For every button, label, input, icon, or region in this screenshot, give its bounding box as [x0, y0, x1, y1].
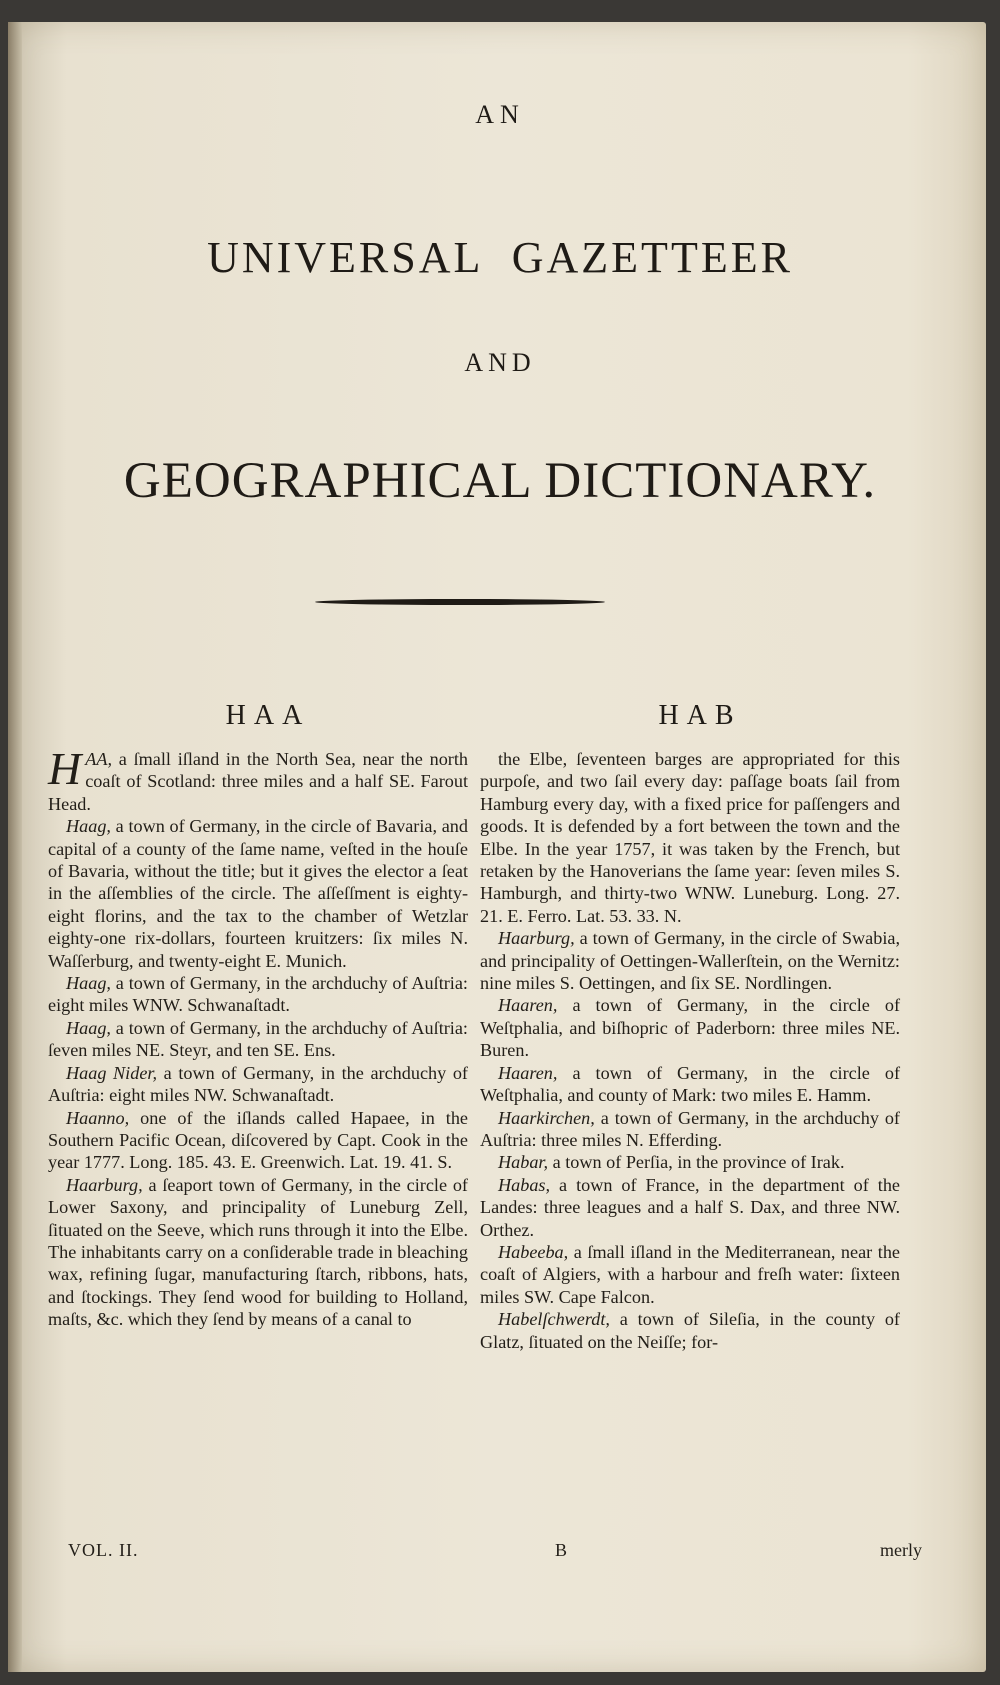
entry-term: Haanno, [66, 1107, 130, 1128]
ornamental-rule [315, 599, 605, 605]
entry-term: Habas, [498, 1174, 551, 1195]
title-and: AND [464, 348, 536, 377]
entry-text: a town of Germany, in the circle of Weſtphalia, and biſhopric of Paderborn: three miles NE. Buren. [480, 995, 900, 1061]
entry-paragraph [48, 1174, 468, 1331]
entry-text: a ſmall iſland in the Mediterranean, near the coaſt of Algiers, with a harbour and freſh water: ſixteen miles SW. Cape Falcon. [480, 1241, 900, 1307]
entry-text: a town of Germany, in the circle of Swabia, and principality of Oettingen-Wallerſtein, on the Wernitz: nine miles S. Oettingen, and ſix SE. Nordlingen. [480, 928, 900, 994]
entry-term: Haaren, [498, 995, 558, 1016]
entry-text: a town of Germany, in the circle of Weſtphalia, and county of Mark: two miles E. Hamm. [480, 1062, 900, 1106]
entry-text: a town of Germany, in the archduchy of Auſtria: three miles N. Efferding. [480, 1107, 900, 1150]
entry-text: the Elbe, ſeventeen barges are appropriated for this purpoſe, and two ſail every day: paſſage boats ſail from Hamburg every day, with a fixed price for paſſengers and goods. It is defended by a fort between the town and the Elbe. In the year 1757, it was taken by the French, but retaken by the Hanoverians the ſame year: ſeven miles S. Hamburgh, and thirty-two WNW. Luneburg. Long. 27. 21. E. Ferro. Lat. 53. 33. N. [480, 749, 900, 926]
entry-term: Haarburg, [66, 1174, 143, 1195]
entry-paragraph [480, 1062, 900, 1107]
entry-text: a town of Germany, in the archduchy of Auſtria: eight miles WNW. Schwanaſtadt. [48, 973, 468, 1016]
drop-cap: H [48, 743, 82, 794]
entry-paragraph [480, 1174, 900, 1241]
entry-text: a town of France, in the department of the Landes: three leagues and a half S. Dax, and three NW. Orthez. [480, 1174, 900, 1240]
entry-term: Haaren, [498, 1062, 558, 1083]
title-universal-gazetteer: UNIVERSAL GAZETTEER [207, 233, 793, 282]
entry-term: Haarburg, [498, 928, 575, 949]
entry-paragraph [480, 1308, 900, 1353]
entry-text: a ſmall iſland in the North Sea, near the north coaſt of Scotland: three miles and a half SE. Farout Head. [48, 749, 468, 814]
entry-term: AA, [85, 749, 113, 769]
entry-paragraph [48, 1062, 468, 1107]
left-column [48, 743, 468, 1331]
entry-term: Haag, [66, 973, 111, 994]
entry-paragraph [480, 927, 900, 994]
entry-text: a town of Germany, in the archduchy of Auſtria: ſeven miles NE. Steyr, and ten SE. Ens. [48, 1017, 468, 1061]
entry-term: Haarkirchen, [498, 1107, 595, 1128]
entry-paragraph [48, 815, 468, 972]
entry-term: Habelſchwerdt, [498, 1309, 610, 1330]
entry-paragraph [480, 748, 900, 927]
signature-mark: B [555, 1540, 568, 1560]
volume-marker: VOL. II. [68, 1540, 139, 1560]
entry-paragraph [480, 1151, 900, 1173]
entry-paragraph [48, 1107, 468, 1174]
entry-term: Haag Nider, [66, 1062, 158, 1083]
entry-text: a town of Sileſia, in the county of Glatz, ſituated on the Neiſſe; for- [480, 1309, 900, 1352]
entry-term: Haag, [66, 816, 111, 837]
entry-text: a town of Perſia, in the province of Irak. [548, 1152, 845, 1173]
title-an: AN [475, 100, 525, 129]
entry-paragraph [48, 743, 468, 815]
entry-paragraph [480, 1241, 900, 1308]
entry-term: Habeeba, [498, 1241, 569, 1262]
title-geographical-dictionary: GEOGRAPHICAL DICTIONARY. [123, 453, 877, 509]
running-head-right: HAB [658, 700, 742, 731]
entry-paragraph [480, 994, 900, 1061]
catchword: merly [880, 1540, 922, 1560]
entry-term: Haag, [66, 1017, 111, 1038]
right-column [480, 748, 900, 1353]
entry-text: one of the iſlands called Hapaee, in the Southern Pacific Ocean, diſcovered by Capt. Cook in the year 1777. Long. 185. 43. E. Greenwich. Lat. 19. 41. S. [48, 1107, 468, 1173]
running-head-left: HAA [225, 700, 311, 731]
entry-paragraph [48, 972, 468, 1017]
entry-paragraph [480, 1107, 900, 1152]
entry-text: a town of Germany, in the archduchy of Auſtria: eight miles NW. Schwanaſtadt. [48, 1062, 468, 1106]
entry-text: a town of Germany, in the circle of Bavaria, and capital of a county of the ſame name, veſted in the houſe of Bavaria, without the title; but it gives the elector a ſeat in the aſſemblies of the circle. The aſſeſſment is eighty-eight florins, and the tax to the chamber of Wetzlar eighty-one rix-dollars, fourteen kruitzers: ſix miles N. Waſſerburg, and twenty-eight E. Munich. [48, 816, 468, 971]
entry-term: Habar, [498, 1152, 549, 1173]
entry-paragraph [48, 1017, 468, 1062]
entry-text: a ſeaport town of Germany, in the circle of Lower Saxony, and principality of Luneburg Zell, ſituated on the Seeve, which runs through it into the Elbe. The inhabitants carry on a conſiderable trade in bleaching wax, refining ſugar, manufacturing ſtarch, ribbons, hats, and ſtockings. They ſend wood for building to Holland, maſts, &c. which they ſend by means of a canal to [48, 1174, 468, 1330]
